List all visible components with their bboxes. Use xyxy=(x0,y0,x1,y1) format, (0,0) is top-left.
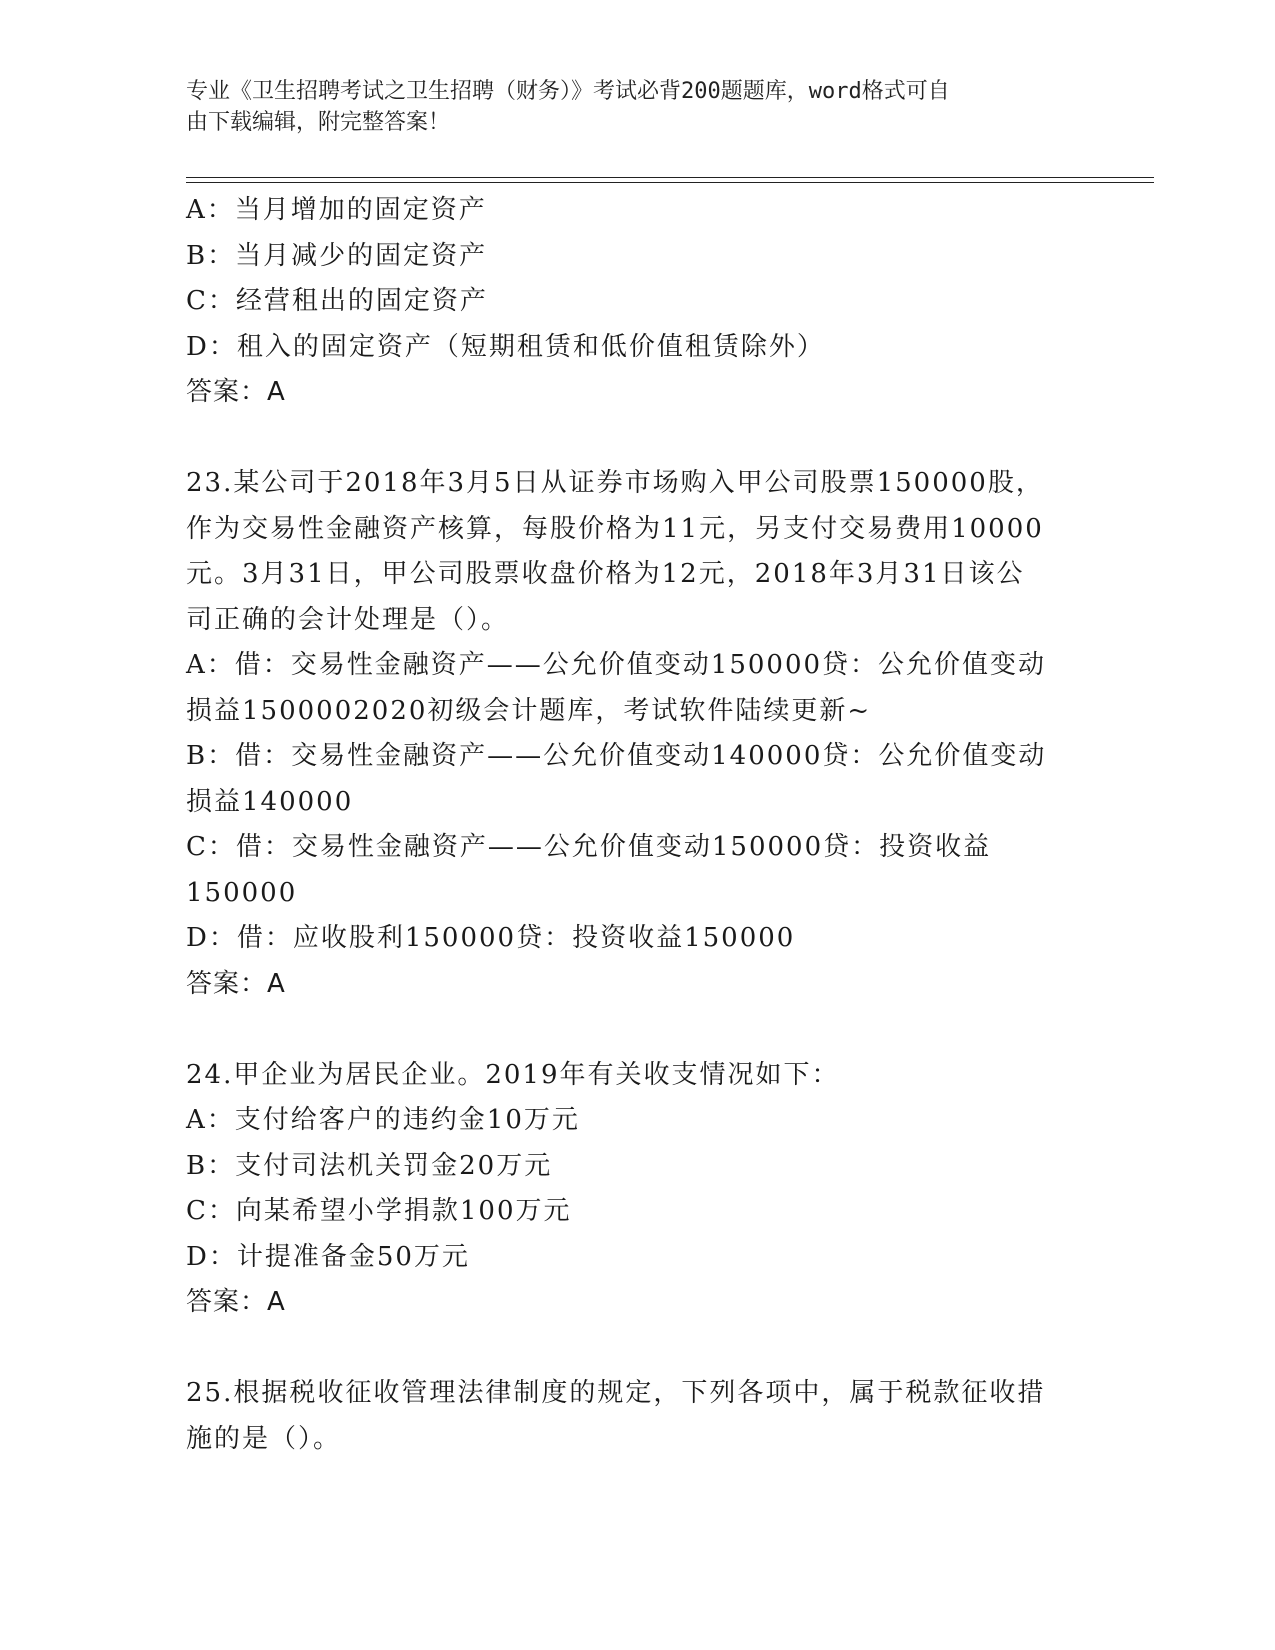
option-d: D：租入的固定资产（短期租赁和低价值租赁除外） xyxy=(186,331,825,362)
header-line: 由下载编辑，附完整答案！ xyxy=(186,110,451,135)
question-stem: 24.甲企业为居民企业。2019年有关收支情况如下： xyxy=(186,1059,840,1090)
option-a: A：当月增加的固定资产 xyxy=(186,195,487,225)
option-c: C：借：交易性金融资产——公允价值变动150000贷：投资收益 xyxy=(186,832,992,862)
question-stem: 25.根据税收征收管理法律制度的规定，下列各项中，属于税款征收措 xyxy=(186,1378,1046,1408)
question-stem: 司正确的会计处理是（）。 xyxy=(186,604,510,635)
answer: 答案：A xyxy=(186,377,286,407)
question-22-options xyxy=(186,188,1086,416)
question-stem: 施的是（）。 xyxy=(186,1423,342,1454)
document-header xyxy=(186,76,1066,138)
option-c-cont: 150000 xyxy=(186,877,298,908)
option-b: B：支付司法机关罚金20万元 xyxy=(186,1150,553,1181)
option-a: A：借：交易性金融资产——公允价值变动150000贷：公允价值变动 xyxy=(186,650,1047,680)
option-b: B：当月减少的固定资产 xyxy=(186,240,488,271)
question-24 xyxy=(186,1053,1086,1326)
question-23 xyxy=(186,461,1086,1007)
document-body xyxy=(186,188,1086,1462)
answer: 答案：A xyxy=(186,968,286,999)
option-d: D：计提准备金50万元 xyxy=(186,1241,470,1272)
question-25 xyxy=(186,1371,1086,1462)
header-line: 专业《卫生招聘考试之卫生招聘（财务）》考试必背200题题库，word格式可自 xyxy=(186,79,950,104)
question-stem: 23.某公司于2018年3月5日从证券市场购入甲公司股票150000股， xyxy=(186,468,1044,498)
option-b-cont: 损益140000 xyxy=(186,786,354,817)
option-a-cont: 损益1500002020初级会计题库，考试软件陆续更新~ xyxy=(186,695,872,726)
option-d: D：借：应收股利150000贷：投资收益150000 xyxy=(186,923,796,953)
header-rule xyxy=(186,177,1154,178)
header-rule xyxy=(186,182,1154,183)
answer: 答案：A xyxy=(186,1287,286,1317)
option-c: C：经营租出的固定资产 xyxy=(186,286,488,316)
question-stem: 元。3月31日，甲公司股票收盘价格为12元，2018年3月31日该公 xyxy=(186,559,1025,589)
option-c: C：向某希望小学捐款100万元 xyxy=(186,1196,572,1226)
question-stem: 作为交易性金融资产核算，每股价格为11元，另支付交易费用10000 xyxy=(186,513,1044,544)
option-b: B：借：交易性金融资产——公允价值变动140000贷：公允价值变动 xyxy=(186,741,1047,771)
option-a: A：支付给客户的违约金10万元 xyxy=(186,1105,580,1135)
